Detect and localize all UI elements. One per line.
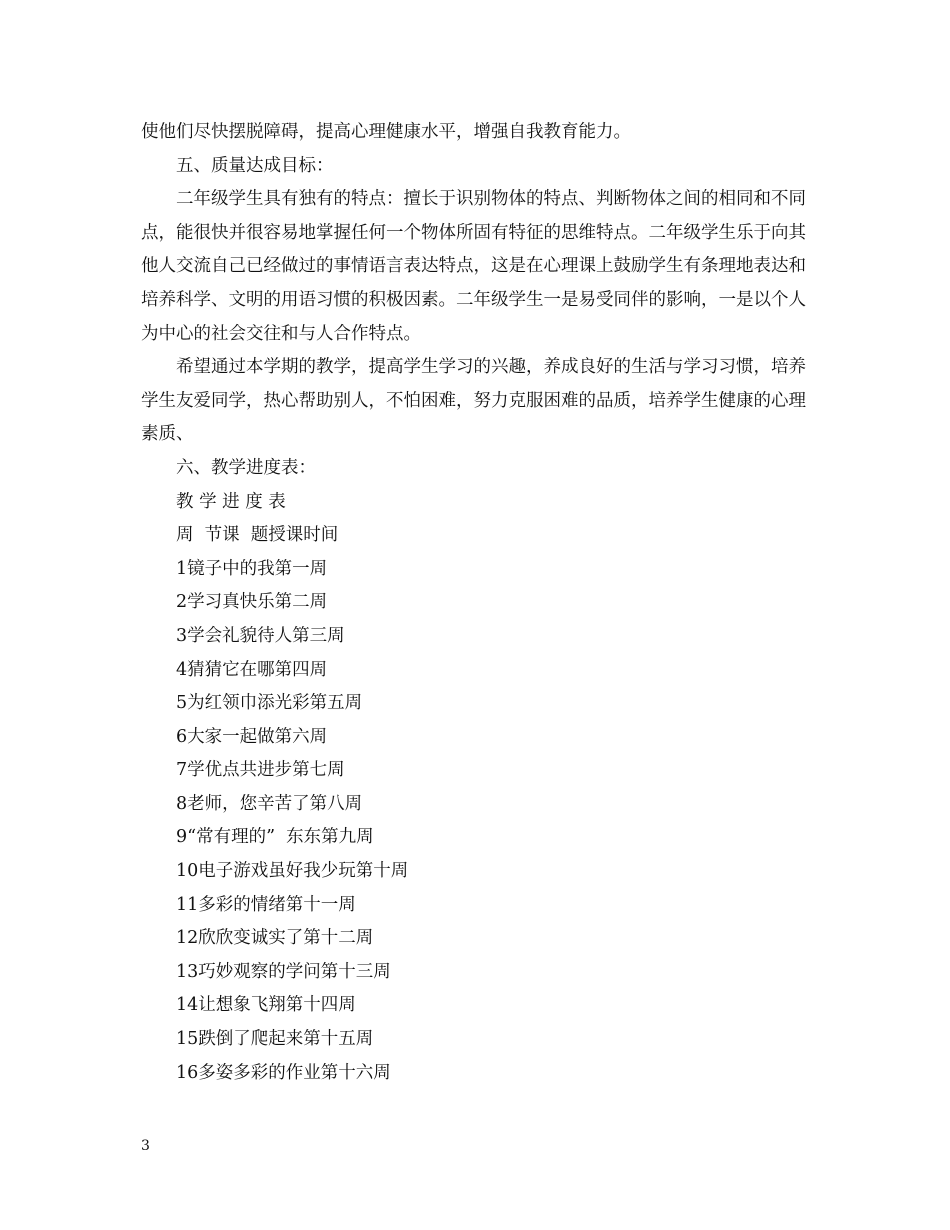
schedule-row: 2学习真快乐第二周 xyxy=(176,592,328,613)
schedule-row: 6大家一起做第六周 xyxy=(176,726,328,747)
schedule-row: 14让想象飞翔第十四周 xyxy=(176,995,356,1016)
schedule-row: 10电子游戏虽好我少玩第十周 xyxy=(176,861,409,882)
paragraph-student-characteristics: 二年级学生具有独有的特点：擅长于识别物体的特点、判断物体之间的相同和不同点，能很快并很容易地掌握任何一个物体所固有特征的思维特点。二年级学生乐于向其他人交流自己已经做过的事情语言表达特点，这是在心理课上鼓励学生有条理地表达和培养科学、文明的用语习惯的积极因素。二年级学生一是易受同伴的影响，一是以个人为中心的社会交往和与人合作特点。 xyxy=(141,189,806,344)
section-heading-schedule: 六、教学进度表： xyxy=(176,457,316,478)
page-number: 3 xyxy=(141,1138,150,1154)
schedule-row: 5为红领巾添光彩第五周 xyxy=(176,693,363,714)
schedule-row: 1镜子中的我第一周 xyxy=(176,558,328,579)
page-content xyxy=(141,116,813,1090)
schedule-row: 13巧妙观察的学问第十三周 xyxy=(176,961,391,982)
section-heading-quality-goals: 五、质量达成目标： xyxy=(176,155,334,176)
schedule-row: 8老师，您辛苦了第八周 xyxy=(176,793,363,814)
schedule-row: 15跌倒了爬起来第十五周 xyxy=(176,1029,374,1050)
schedule-row: 9“常有理的” 东东第九周 xyxy=(176,827,374,848)
schedule-row: 12欣欣变诚实了第十二周 xyxy=(176,928,374,949)
schedule-row: 4猜猜它在哪第四周 xyxy=(176,659,328,680)
schedule-row: 16多姿多彩的作业第十六周 xyxy=(176,1062,391,1083)
schedule-row: 7学优点共进步第七周 xyxy=(176,760,345,781)
schedule-header: 周 节课 题授课时间 xyxy=(176,525,339,546)
paragraph-teaching-hopes: 希望通过本学期的教学，提高学生学习的兴趣，养成良好的生活与学习习惯，培养学生友爱同学，热心帮助别人，不怕困难，努力克服困难的品质，培养学生健康的心理素质、 xyxy=(141,357,806,445)
schedule-row: 3学会礼貌待人第三周 xyxy=(176,625,345,646)
schedule-row: 11多彩的情绪第十一周 xyxy=(176,894,356,915)
paragraph-continuation: 使他们尽快摆脱障碍，提高心理健康水平，增强自我教育能力。 xyxy=(141,122,631,142)
schedule-title: 教 学 进 度 表 xyxy=(176,491,286,512)
